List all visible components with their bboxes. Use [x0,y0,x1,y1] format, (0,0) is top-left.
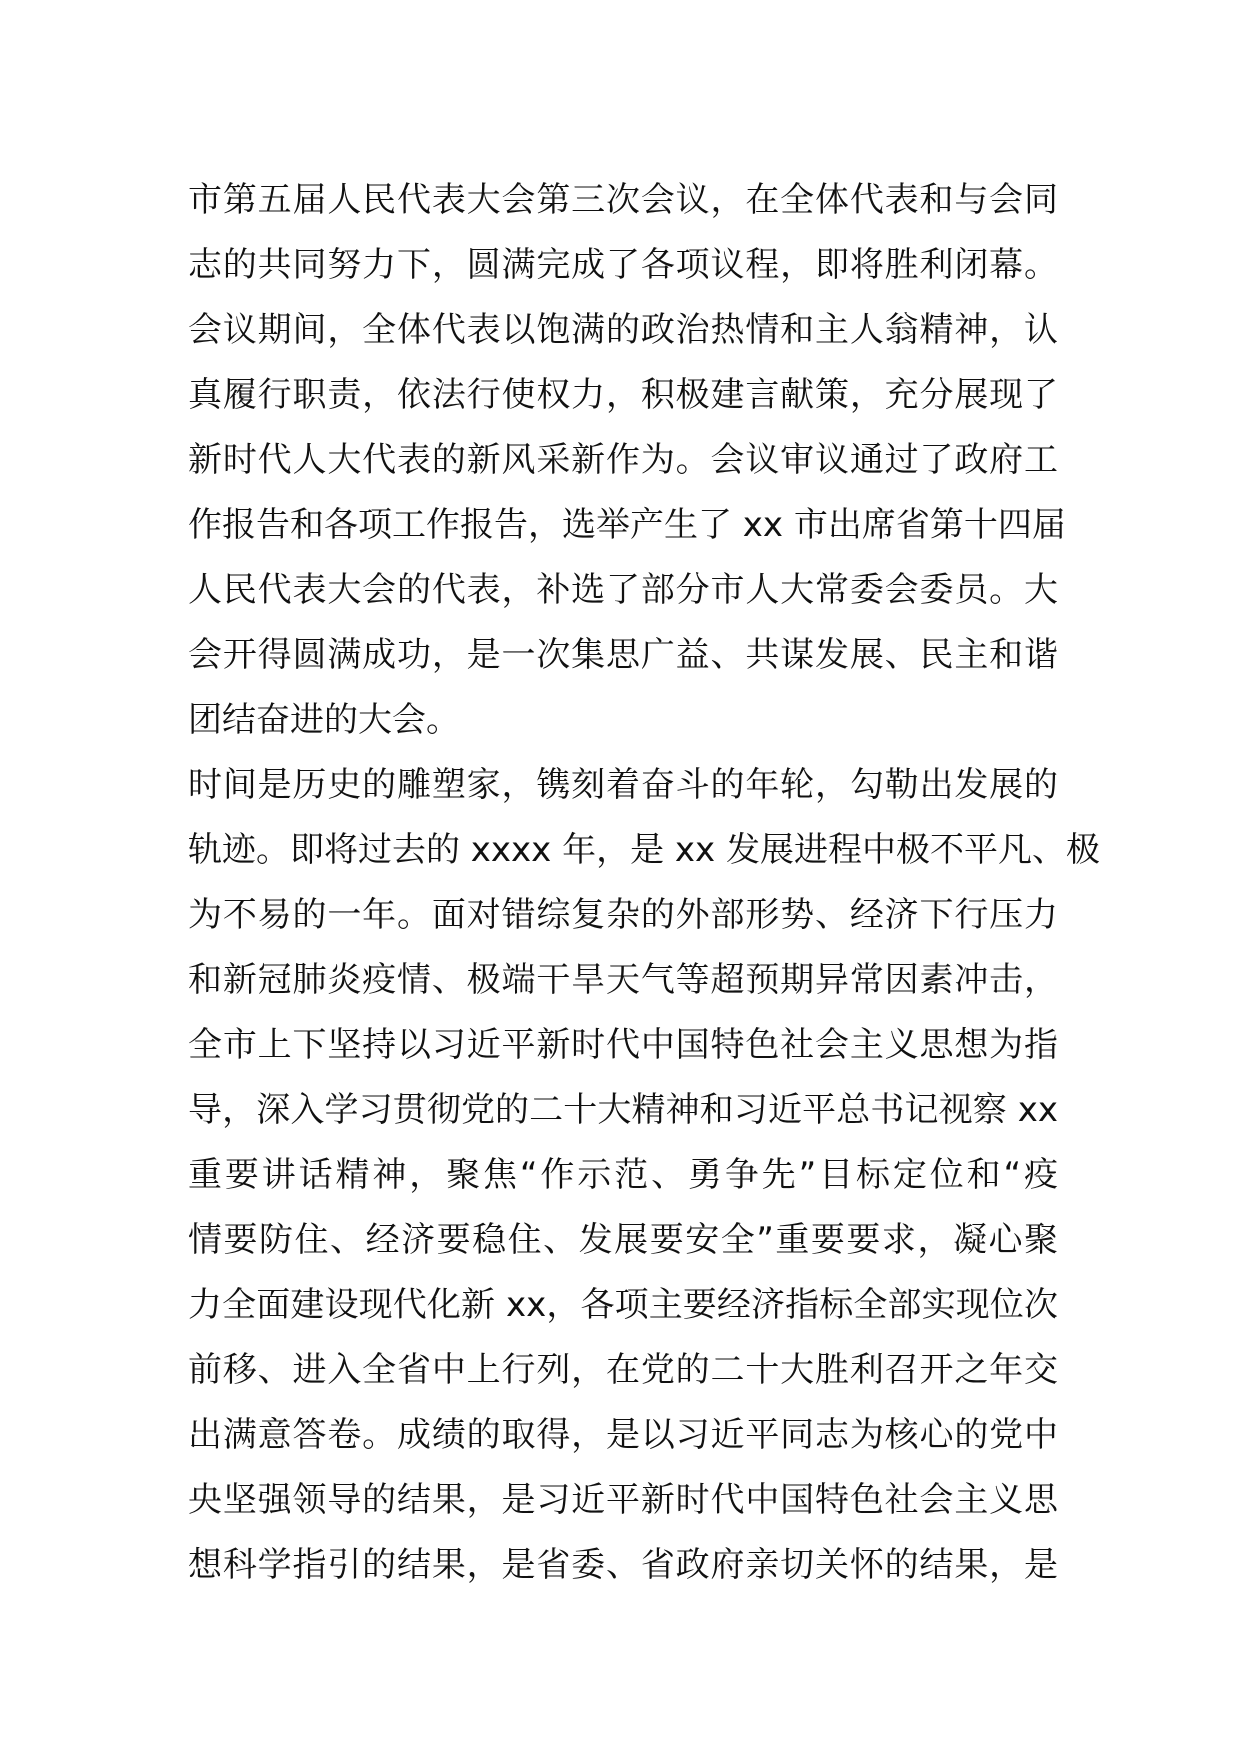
text-line: 团结奋进的大会。 [188,700,460,740]
text-line: 轨迹。即将过去的 xxxx 年，是 xx 发展进程中极不平凡、极 [188,830,1100,870]
paragraph-1 [188,168,1066,753]
text-line: 为不易的一年。面对错综复杂的外部形势、经济下行压力 [188,895,1058,935]
text-line: 情要防住、经济要稳住、发展要安全”重要要求，凝心聚 [188,1220,1058,1260]
text-line: 重要讲话精神，聚焦“作示范、勇争先”目标定位和“疫 [188,1155,1058,1195]
text-line: 导，深入学习贯彻党的二十大精神和习近平总书记视察 xx [188,1090,1058,1130]
text-line: 全市上下坚持以习近平新时代中国特色社会主义思想为指 [188,1025,1058,1065]
text-line: 作报告和各项工作报告，选举产生了 xx 市出席省第十四届 [188,505,1066,545]
text-line: 新时代人大代表的新风采新作为。会议审议通过了政府工 [188,440,1058,480]
text-line: 想科学指引的结果，是省委、省政府亲切关怀的结果，是 [188,1545,1058,1585]
text-line: 志的共同努力下，圆满完成了各项议程，即将胜利闭幕。 [188,245,1058,285]
text-line: 真履行职责，依法行使权力，积极建言献策，充分展现了 [188,375,1058,415]
text-line: 会议期间，全体代表以饱满的政治热情和主人翁精神，认 [188,310,1058,350]
text-line: 出满意答卷。成绩的取得，是以习近平同志为核心的党中 [188,1415,1058,1455]
text-line: 和新冠肺炎疫情、极端干旱天气等超预期异常因素冲击， [188,960,1058,1000]
text-line: 人民代表大会的代表，补选了部分市人大常委会委员。大 [188,570,1058,610]
text-line: 市第五届人民代表大会第三次会议，在全体代表和与会同 [188,180,1058,220]
text-line: 会开得圆满成功，是一次集思广益、共谋发展、民主和谐 [188,635,1058,675]
text-line: 央坚强领导的结果，是习近平新时代中国特色社会主义思 [188,1480,1058,1520]
text-line: 前移、进入全省中上行列，在党的二十大胜利召开之年交 [188,1350,1058,1390]
document-body [188,168,1100,1598]
text-line: 时间是历史的雕塑家，镌刻着奋斗的年轮，勾勒出发展的 [188,765,1058,805]
text-line: 力全面建设现代化新 xx，各项主要经济指标全部实现位次 [188,1285,1058,1325]
paragraph-2 [188,753,1100,1598]
